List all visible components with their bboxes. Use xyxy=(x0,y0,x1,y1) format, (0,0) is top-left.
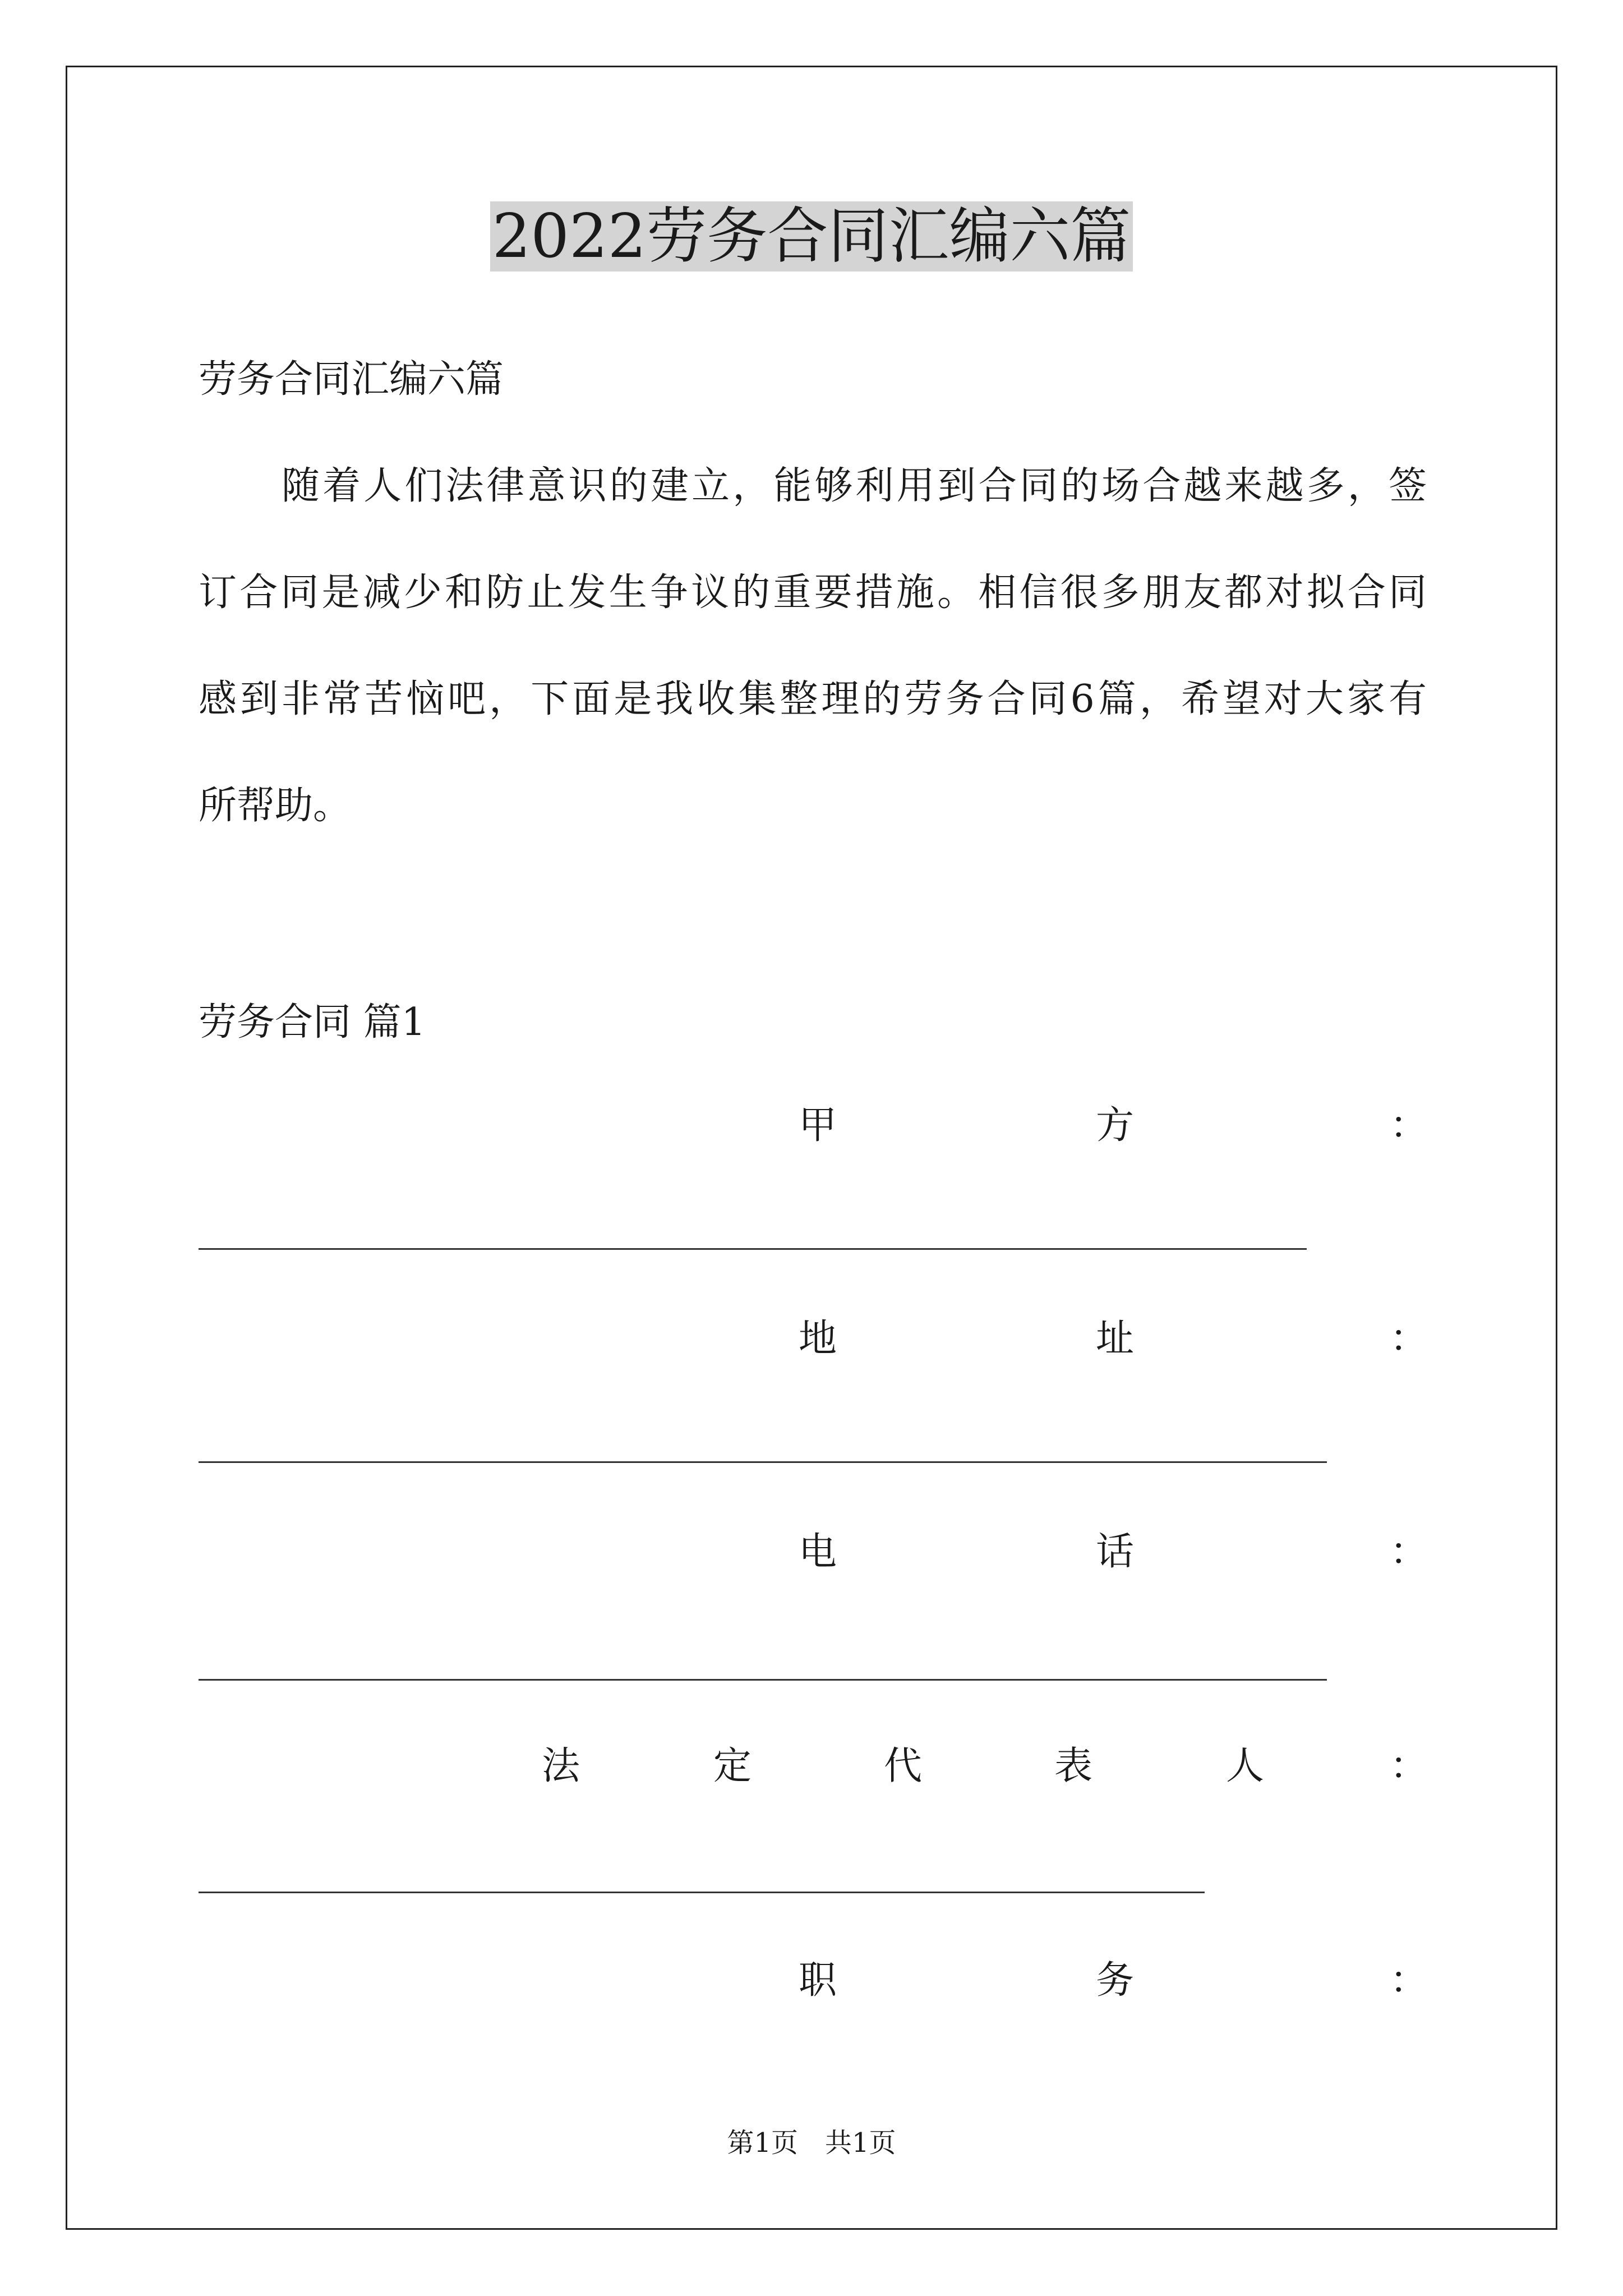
field-label-char: 话 xyxy=(1096,1530,1135,1574)
field-colon: ： xyxy=(1390,1744,1428,1788)
field-label-char: 代 xyxy=(884,1744,923,1788)
field-label-char: 人 xyxy=(1226,1744,1265,1788)
page-number: 第1页 xyxy=(727,2127,798,2159)
intro-line: 订合同是减少和防止发生争议的重要措施。相信很多朋友都对拟合同 xyxy=(199,570,1427,615)
field-label-char: 定 xyxy=(713,1744,752,1788)
intro-line: 感到非常苦恼吧，下面是我收集整理的劳务合同6篇，希望对大家有 xyxy=(199,677,1427,721)
field-label-char: 表 xyxy=(1054,1744,1093,1788)
intro-line: 随着人们法律意识的建立，能够利用到合同的场合越来越多，签 xyxy=(282,464,1427,508)
fill-in-line-party-a[interactable] xyxy=(199,1248,1307,1250)
document-subtitle: 劳务合同汇编六篇 xyxy=(199,357,504,402)
field-colon: ： xyxy=(1390,1530,1428,1574)
page-footer xyxy=(0,2126,1623,2160)
document-title-text: 2022劳务合同汇编六篇 xyxy=(490,201,1133,272)
field-label-char: 职 xyxy=(799,1958,837,2003)
fill-in-line-legal-representative[interactable] xyxy=(199,1892,1205,1893)
field-label-char: 法 xyxy=(542,1744,580,1788)
field-label-char: 方 xyxy=(1096,1103,1135,1148)
field-label-char: 务 xyxy=(1096,1958,1135,2003)
fill-in-line-phone[interactable] xyxy=(199,1679,1327,1681)
section-heading: 劳务合同 篇1 xyxy=(199,1000,426,1045)
field-label-char: 地 xyxy=(799,1317,837,1361)
field-label-char: 甲 xyxy=(799,1103,837,1148)
intro-line: 所帮助。 xyxy=(199,784,352,828)
field-label-char: 电 xyxy=(799,1530,837,1574)
field-colon: ： xyxy=(1390,1317,1428,1361)
field-label-char: 址 xyxy=(1096,1317,1135,1361)
field-colon: ： xyxy=(1390,1958,1428,2003)
field-colon: ： xyxy=(1390,1103,1428,1148)
document-title xyxy=(0,197,1623,276)
fill-in-line-address[interactable] xyxy=(199,1461,1327,1463)
page-total: 共1页 xyxy=(825,2127,896,2159)
